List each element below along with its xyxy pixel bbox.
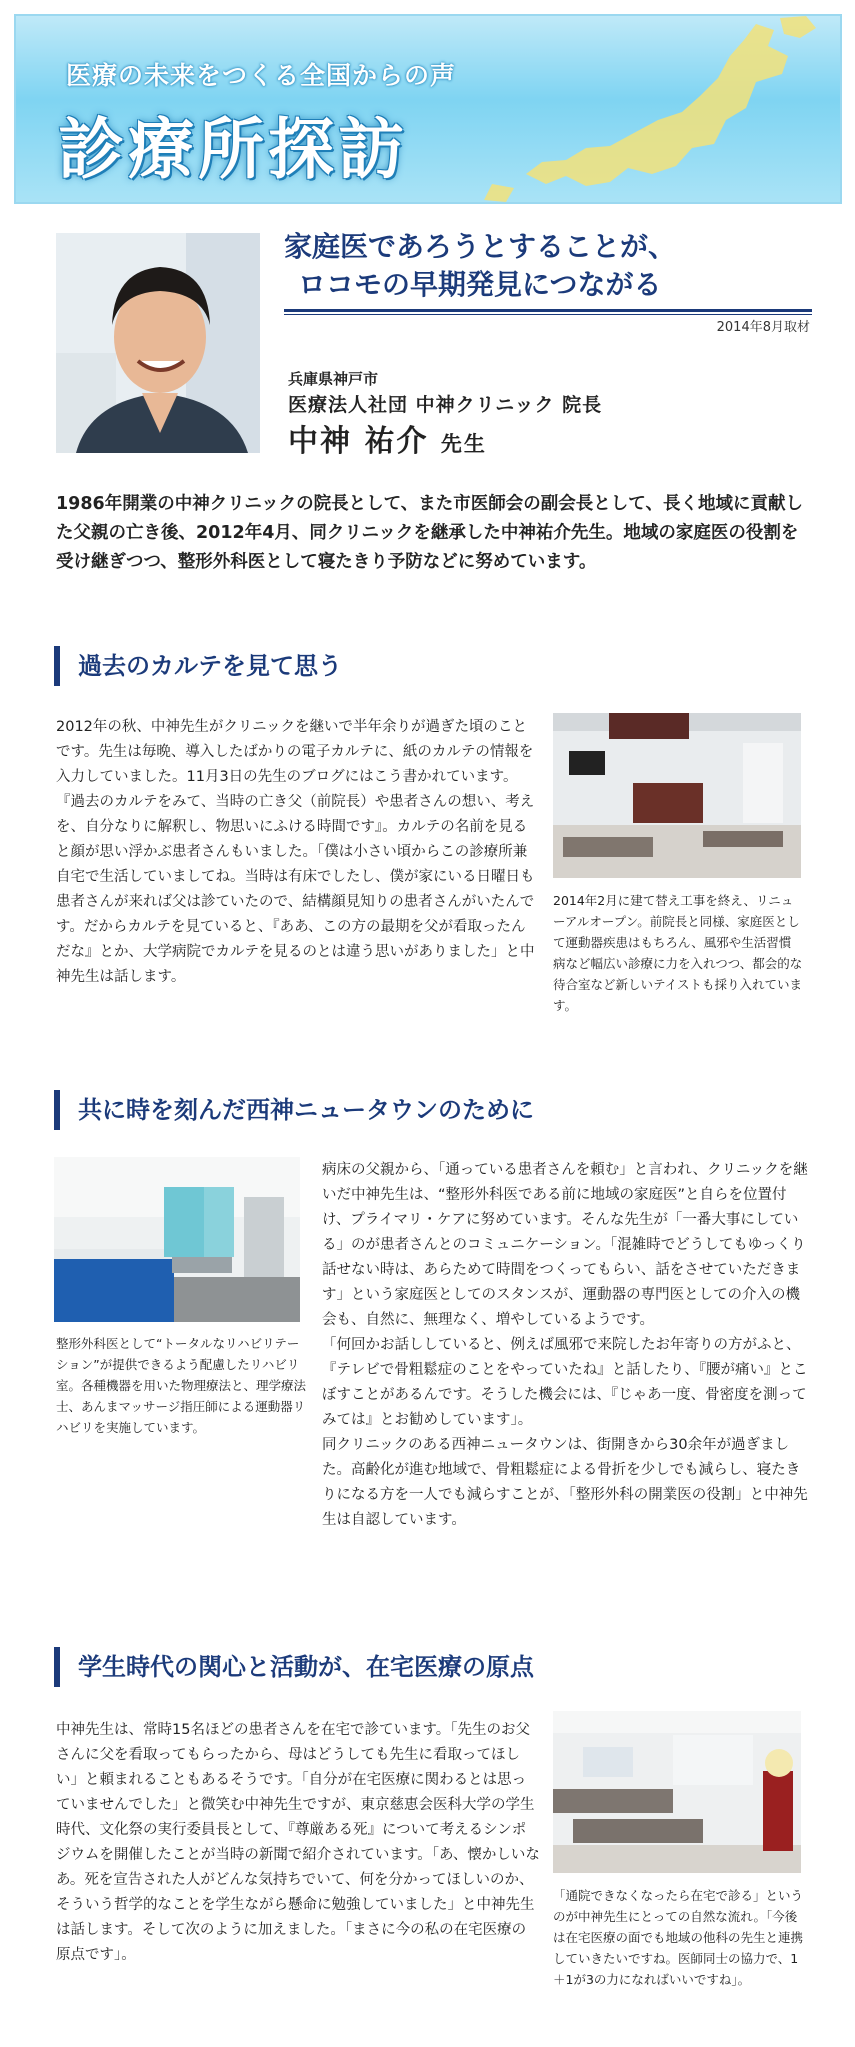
interview-date: 2014年8月取材 — [716, 320, 810, 335]
headline-line-2: ロコモの早期発見につながる — [298, 268, 662, 301]
doctor-portrait — [56, 233, 260, 453]
doctor-honorific: 先生 — [440, 431, 487, 456]
section-2-photo-rehab-room — [54, 1157, 300, 1322]
section-3-body: 中神先生は、常時15名ほどの患者さんを在宅で診ています。「先生のお父さんに父を看取ってもらったから、母はどうしても先生に看取ってほしい」と頼まれることもあるそうです。「自分が在宅医療に関わるとは思っていませんでした」と微笑む中神先生ですが、東京慈恵会医科大学の学生時代、文化祭の実行委員長として、『尊厳ある死』について考えるシンポジウムを開催したことが当時の新聞で紹介されています。「あ、懐かしいなあ。死を宣告された人がどんな気持ちでいて、何を分かってほしいのか、そういう哲学的なことを学生ながら懸命に勉強していました」と中神先生は話します。そして次のように加えました。「まさに今の私の在宅医療の原点です」。 — [56, 1722, 540, 1963]
section-heading-3: 学生時代の関心と活動が、在宅医療の原点 — [54, 1647, 534, 1687]
section-2-photo-caption: 整形外科医として“トータルなリハビリテーション”が提供できるよう配慮したリハビリ室。各種機器を用いた物理療法と、理学療法士、あんまマッサージ指圧師による運動器リハビリを実施しています。 — [56, 1336, 307, 1435]
section-3-photo-waiting-room — [553, 1711, 801, 1873]
banner — [14, 14, 842, 204]
headline-divider — [284, 309, 812, 312]
headline-line-1: 家庭医であろうとすることが、 — [284, 230, 677, 263]
doctor-name — [288, 416, 487, 460]
section-heading-1: 過去のカルテを見て思う — [54, 646, 342, 686]
doctor-organization: 医療法人社団 中神クリニック 院長 — [288, 394, 603, 416]
section-3-photo-caption: 「通院できなくなったら在宅で診る」というのが中神先生にとっての自然な流れ。「今後は在宅医療の面でも地域の他科の先生と連携していきたいですね。医師同士の協力で、1＋1が3の力になればいいですね」。 — [553, 1888, 804, 1987]
lead-paragraph: 1986年開業の中神クリニックの院長として、また市医師会の副会長として、長く地域に貢献した父親の亡き後、2012年4月、同クリニックを継承した中神祐介先生。地域の家庭医の役割を受け継ぎつつ、整形外科医として寝たきり予防などに努めています。 — [56, 494, 803, 572]
japan-map-graphic — [396, 16, 842, 204]
section-1-photo-caption: 2014年2月に建て替え工事を終え、リニューアルオープン。前院長と同様、家庭医として運動器疾患はもちろん、風邪や生活習慣病など幅広い診療に力を入れつつ、都会的な待合室など新しいテイストも採り入れています。 — [553, 893, 803, 1013]
section-2-paragraph-2: 「何回かお話ししていると、例えば風邪で来院したお年寄りの方がふと、『テレビで骨粗鬆症のことをやっていたね』と話したり、『腰が痛い』とこぼすことがあるんです。そうした機会には、『じゃあ一度、骨密度を測ってみては』とお勧めしています」。 — [322, 1337, 808, 1428]
section-2-paragraph-3: 同クリニックのある西神ニュータウンは、街開きから30余年が過ぎました。高齢化が進む地域で、骨粗鬆症による骨折を少しでも減らし、寝たきりになる方を一人でも減らすことが、「整形外科の開業医の役割」と中神先生は自認しています。 — [322, 1437, 808, 1528]
banner-subtitle: 医療の未来をつくる全国からの声 — [66, 61, 457, 90]
section-1-photo-reception — [553, 713, 801, 878]
doctor-name-text: 中神 祐介 — [288, 424, 429, 459]
banner-title: 診療所探訪 — [58, 110, 408, 188]
section-heading-2: 共に時を刻んだ西神ニュータウンのために — [54, 1090, 534, 1130]
doctor-prefecture: 兵庫県神戸市 — [288, 370, 379, 388]
headline-divider-thin — [284, 314, 812, 315]
section-1-body: 2012年の秋、中神先生がクリニックを継いで半年余りが過ぎた頃のことです。先生は毎晩、導入したばかりの電子カルテに、紙のカルテの情報を入力していました。11月3日の先生のブログにはこう書かれています。『過去のカルテをみて、当時の亡き父（前院長）や患者さんの想い、考えを、自分なりに解釈し、物思いにふける時間です』。カルテの名前を見ると顔が思い浮かぶ患者さんもいました。「僕は小さい頃からこの診療所兼自宅で生活していましてね。当時は有床でしたし、僕が家にいる日曜日も患者さんが来れば父は診ていたので、結構顔見知りの患者さんがいたんです。だからカルテを見ていると、『ああ、この方の最期を父が看取ったんだな』とか、大学病院でカルテを見るのとは違う思いがありました」と中神先生は話します。 — [56, 719, 535, 985]
article-headline — [284, 228, 814, 304]
section-2-paragraph-1: 病床の父親から、「通っている患者さんを頼む」と言われ、クリニックを継いだ中神先生は、“整形外科医である前に地域の家庭医”と自らを位置付け、プライマリ・ケアに努めています。そんな先生が「一番大事にしている」のが患者さんとのコミュニケーション。「混雑時でどうしてもゆっくり話せない時は、あらためて時間をつくってもらい、話をさせていただきます」という家庭医としてのスタンスが、運動器の専門医としての介入の機会も、自然に、無理なく、増やしているようです。 — [322, 1162, 808, 1328]
section-2-body — [322, 1158, 812, 1533]
